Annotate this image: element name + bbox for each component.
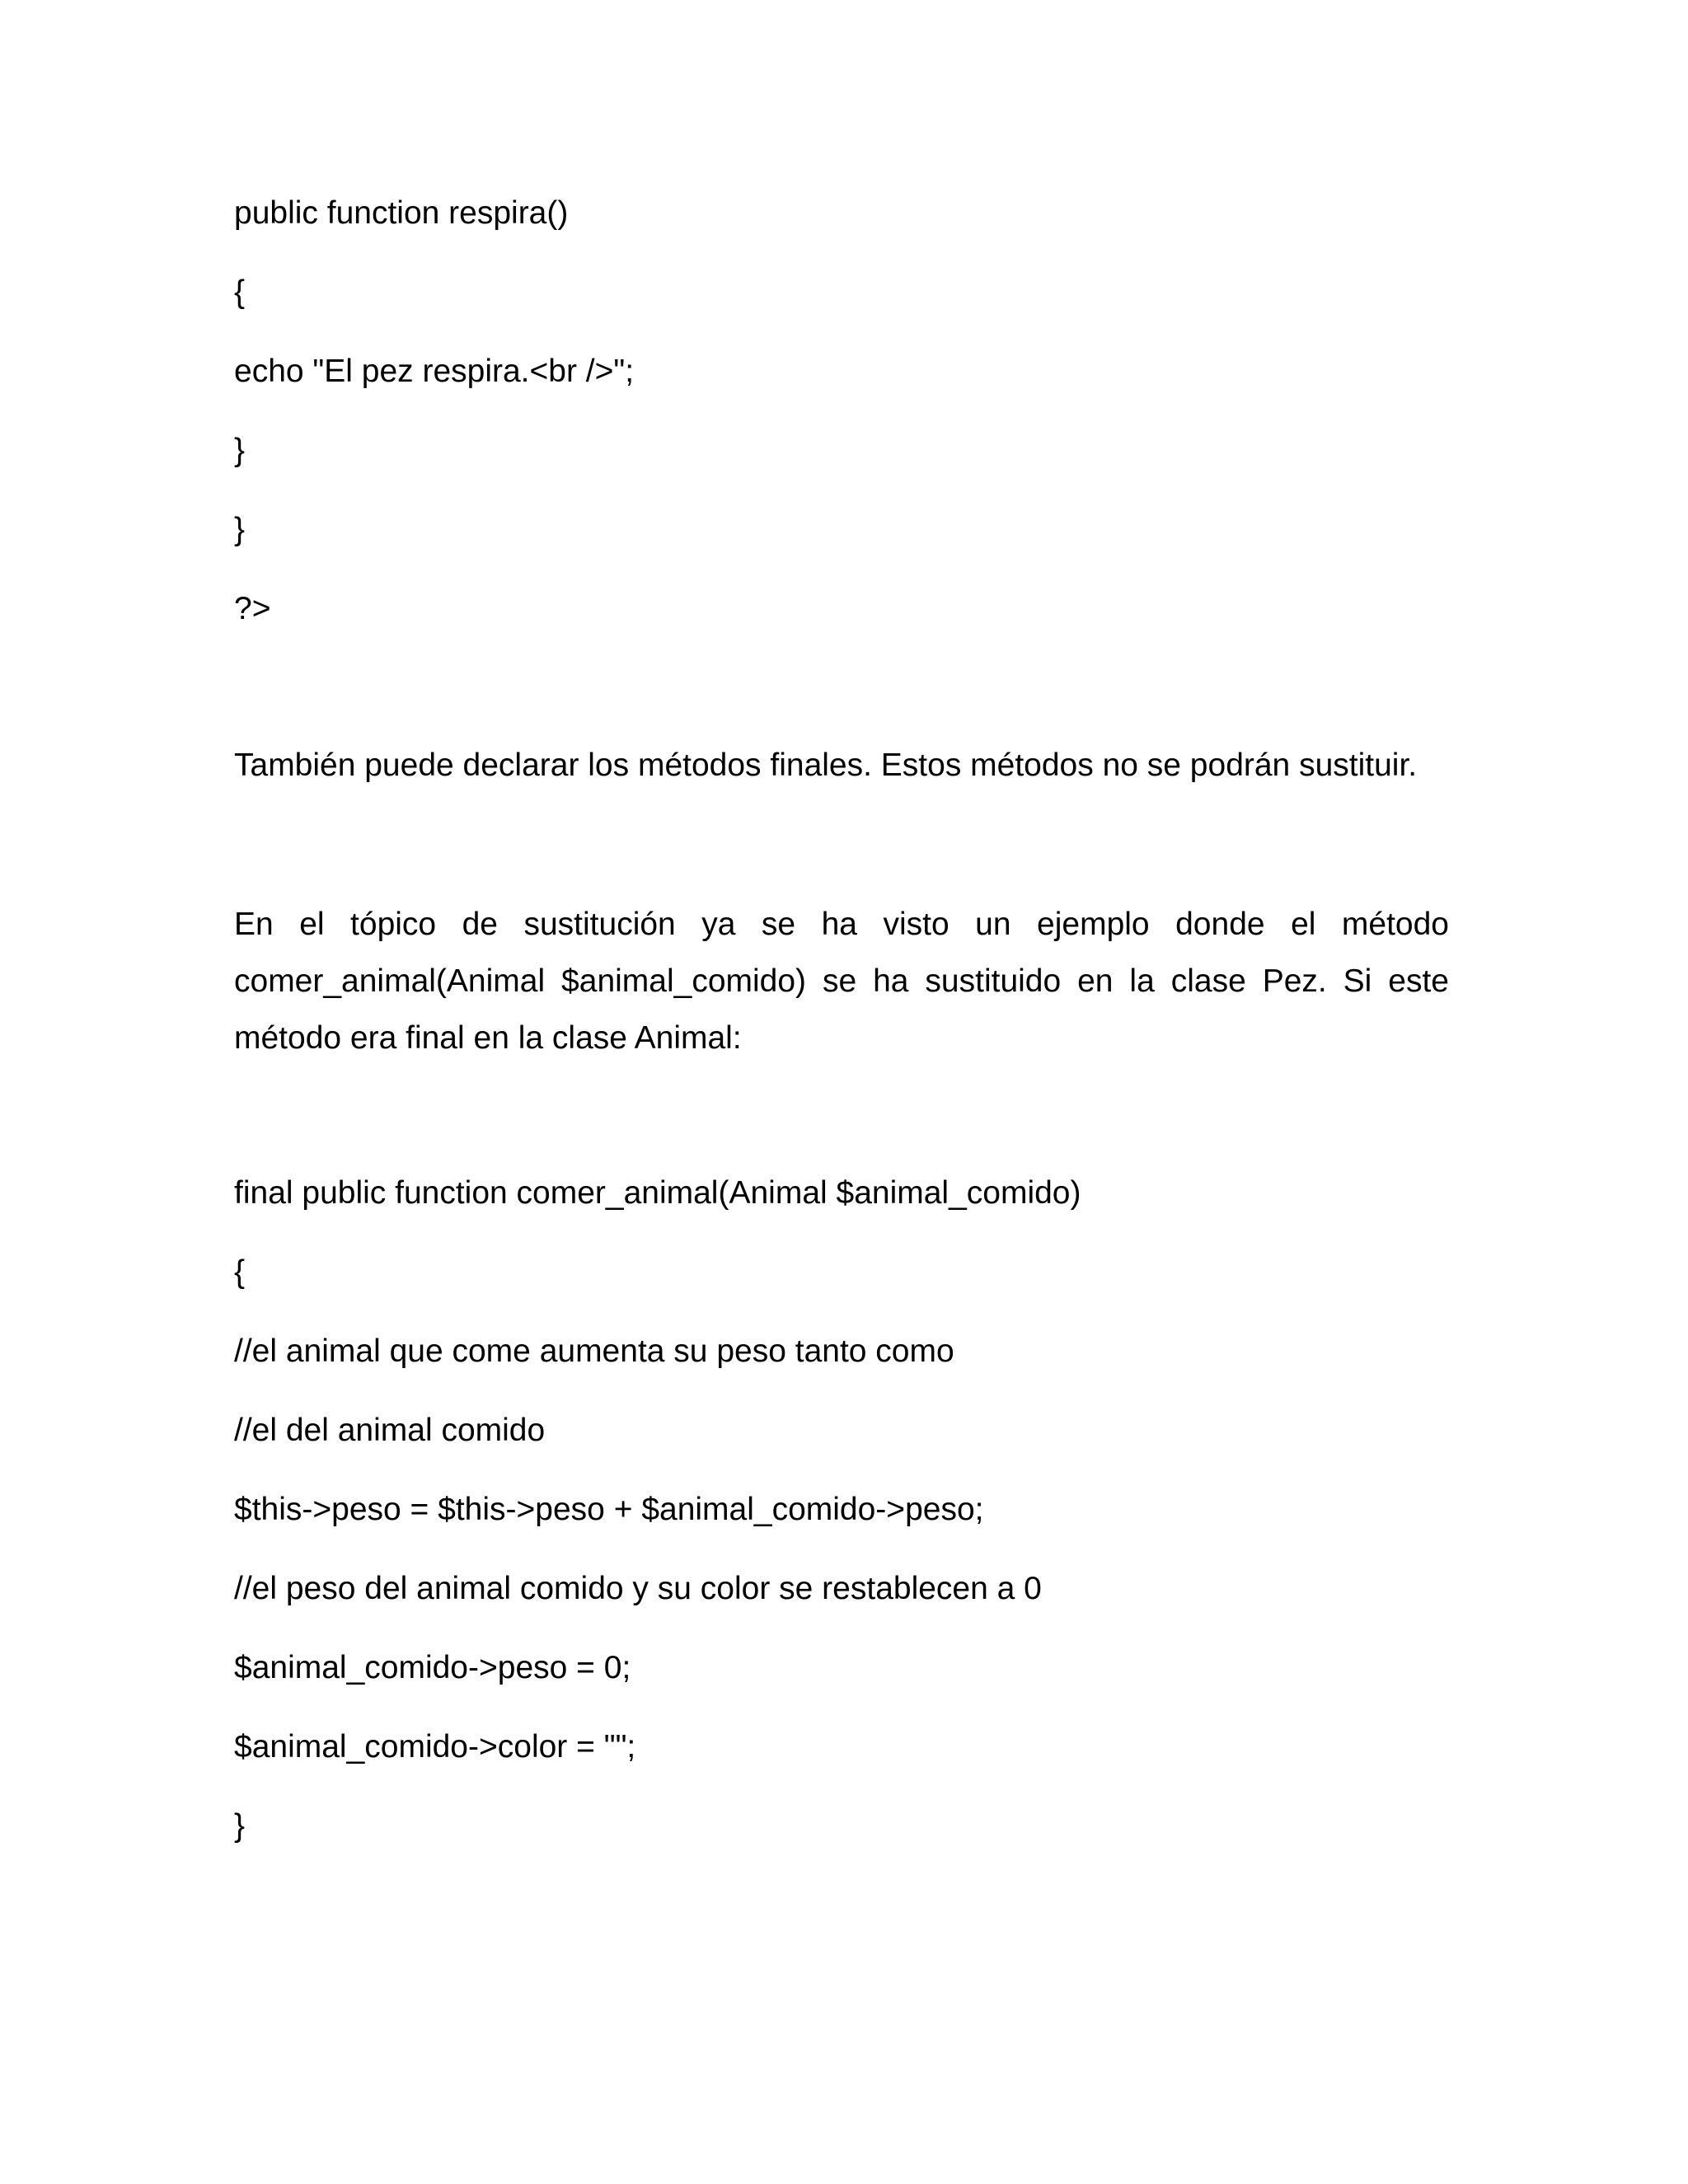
- code-line: }: [234, 1808, 246, 1844]
- code-line: }: [234, 512, 246, 547]
- code-line: $animal_comido->color = "";: [234, 1729, 636, 1765]
- code-line: //el animal que come aumenta su peso tanto como: [234, 1333, 954, 1369]
- code-line: $this->peso = $this->peso + $animal_comido->peso;: [234, 1492, 984, 1527]
- code-line: ?>: [234, 591, 271, 626]
- code-line: }: [234, 433, 246, 468]
- code-line: echo "El pez respira.<br />";: [234, 354, 635, 389]
- code-line: $animal_comido->peso = 0;: [234, 1650, 631, 1685]
- paragraph-text: En el tópico de sustitución ya se ha visto un ejemplo donde el método comer_animal(Animal $animal_comido) se ha sustituido en la clase Pez. Si este método era final en la clase Animal:: [234, 907, 1449, 1056]
- paragraph-text: También puede declarar los métodos finales. Estos métodos no se podrán sustituir.: [234, 748, 1418, 783]
- code-line: {: [234, 274, 246, 310]
- code-line: public function respira(): [234, 195, 569, 231]
- code-line: final public function comer_animal(Animal $animal_comido): [234, 1175, 1081, 1211]
- code-line: //el peso del animal comido y su color se restablecen a 0: [234, 1571, 1042, 1606]
- code-line: {: [234, 1254, 246, 1290]
- code-line: //el del animal comido: [234, 1413, 546, 1448]
